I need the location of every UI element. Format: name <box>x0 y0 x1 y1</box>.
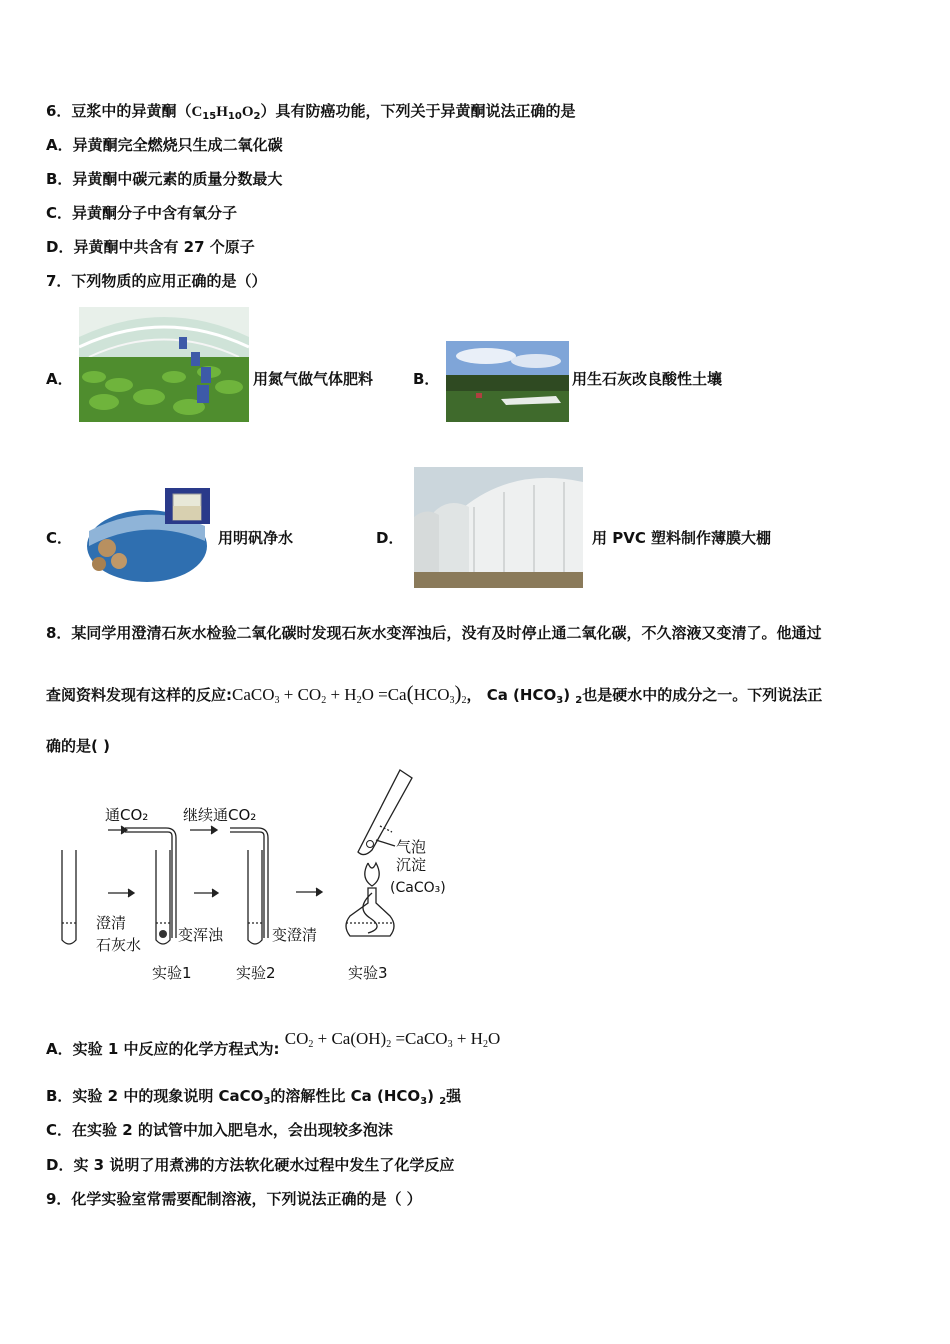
q8-option-a: A．实验 1 中反应的化学方程式为: $CO_2 + Ca(OH)_2$ =CaCO$_3$ + $H_2O$ <box>46 1029 501 1058</box>
label-exp2: 实验2 <box>236 964 276 982</box>
q7-option-b-text: 用生石灰改良酸性土壤 <box>572 370 723 388</box>
q9-stem: 9．化学实验室常需要配制溶液，下列说法正确的是（ ） <box>46 1190 422 1208</box>
label-exp3: 实验3 <box>348 964 388 982</box>
q8-option-c: C．在实验 2 的试管中加入肥皂水，会出现较多泡沫 <box>46 1121 393 1139</box>
option-a-equation: $CO_2 + Ca(OH)_2$ =CaCO$_3$ + $H_2O$ <box>284 1029 501 1050</box>
label-shihuishui: 石灰水 <box>96 936 142 954</box>
q6-stem: 6．豆浆中的异黄酮$(C_{15}H_{10}O_2)$具有防癌功能，下列关于异黄酮说法正确的是 <box>46 102 576 122</box>
q8-stem-line2: 查阅资料发现有这样的反应:CaCO$_3$ + $CO_2 + H_2O =Ca(HCO_3)_2$， Ca $(HCO_3)$ $_2$也是硬水中的成分之一。下列说法正 <box>46 681 823 706</box>
label-qipao: 气泡 <box>396 838 427 856</box>
q7-option-c-letter: C． <box>46 529 73 547</box>
label-caco3: (CaCO₃) <box>390 880 446 896</box>
test-tube-exp1 <box>156 850 170 944</box>
q6-option-a: A．异黄酮完全燃烧只生成二氧化碳 <box>46 136 283 154</box>
label-bianhunzhuo: 变浑浊 <box>178 926 224 944</box>
precipitate-dot <box>159 930 167 938</box>
q8-stem-line1: 8．某同学用澄清石灰水检验二氧化碳时发现石灰水变浑浊后，没有及时停止通二氧化碳，不久溶液又变清了。他通过 <box>46 624 822 642</box>
water-purification-photo <box>77 486 214 583</box>
q8-option-d: D．实 3 说明了用煮沸的方法软化硬水过程中发生了化学反应 <box>46 1156 455 1174</box>
greenhouse-vegetables-photo <box>79 307 249 422</box>
q7-stem: 7．下列物质的应用正确的是（） <box>46 272 267 290</box>
q7-option-d-letter: D． <box>376 529 404 547</box>
q7-option-c-text: 用明矾净水 <box>218 529 294 547</box>
label-bianchengqing: 变澄清 <box>272 926 318 944</box>
q7-option-a-letter: A． <box>46 370 73 388</box>
q7-option-d-text: 用 PVC 塑料制作薄膜大棚 <box>592 529 772 547</box>
q6-option-b: B．异黄酮中碳元素的质量分数最大 <box>46 170 283 188</box>
q6-option-d: D．异黄酮中共含有 27 个原子 <box>46 238 255 256</box>
label-exp1: 实验1 <box>152 964 192 982</box>
reaction-equation: CaCO$_3$ + $CO_2 + H_2O =Ca(HCO_3)_2$ <box>232 681 467 706</box>
experiment-diagram <box>50 768 470 988</box>
test-tube-exp2 <box>248 850 262 944</box>
field-landscape-photo <box>446 341 569 422</box>
q8-option-b: B．实验 2 中的现象说明 CaCO$_3$的溶解性比 Ca $(HCO_3)$ $_2$强 <box>46 1087 462 1107</box>
label-chengqing: 澄清 <box>96 914 127 932</box>
label-tong-co2: 通CO₂ <box>105 806 149 824</box>
q7-option-b-letter: B． <box>413 370 440 388</box>
q6-option-c: C．异黄酮分子中含有氧分子 <box>46 204 238 222</box>
plastic-greenhouse-photo <box>414 467 583 588</box>
test-tube-initial <box>62 850 76 944</box>
label-chendian: 沉淀 <box>396 856 427 874</box>
q8-stem-line3: 确的是( ) <box>46 737 110 755</box>
label-jixu-co2: 继续通CO₂ <box>183 806 257 824</box>
q7-option-a-text: 用氮气做气体肥料 <box>253 370 374 388</box>
